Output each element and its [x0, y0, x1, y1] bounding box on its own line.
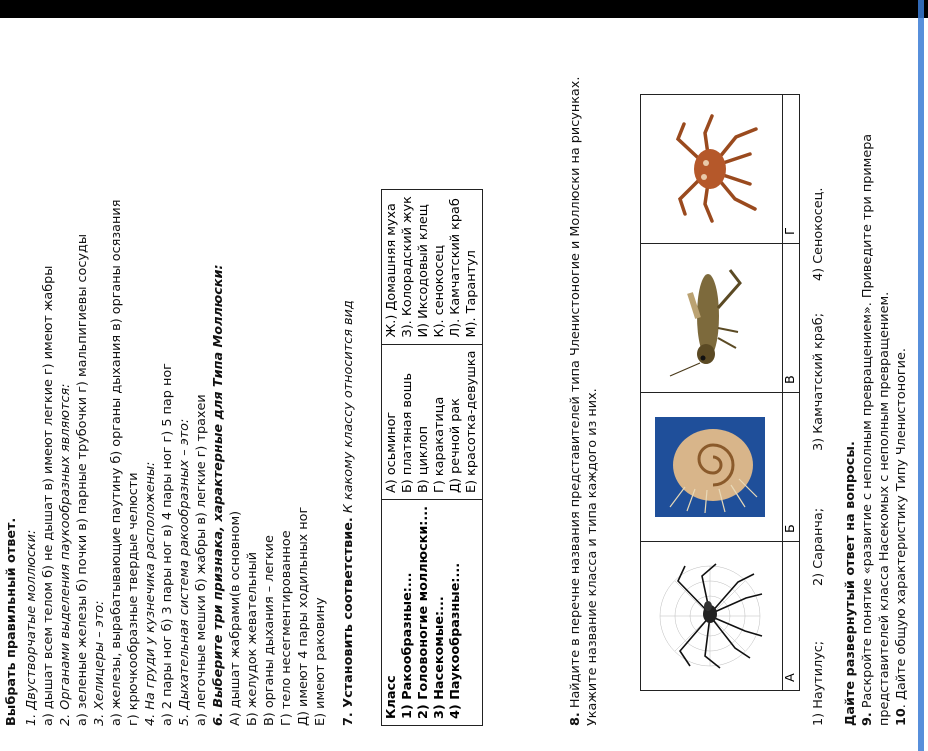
crab-icon: [650, 109, 770, 229]
q7-classes-cell: [382, 499, 483, 725]
q3-title: 3. Хелицеры – это:: [92, 600, 107, 726]
q7-title-bold: 7. Установить соответствие.: [341, 517, 356, 726]
q6-option: Б) желудок жевательный: [245, 551, 260, 726]
q8-text-1: Найдите в перечне названия представителей типа Членистоногие и Моллюски на рисунках.: [568, 76, 583, 709]
picture-cell-d: [641, 95, 783, 244]
q6-option: А) дышат жабрами(в основном): [228, 510, 243, 726]
q8-name: 1) Наутилус;: [811, 640, 826, 726]
q10-text: . Дайте общую характеристику Типу Членистоногие.: [894, 348, 909, 709]
q7-species: З). Колорадский жук: [400, 196, 415, 338]
q7-species: М). Тарантул: [464, 250, 479, 338]
q7-species: И) Иксодовый клещ: [416, 204, 431, 338]
q7-class: 3) Насекомые:...: [432, 596, 447, 719]
q7-species: Б) платяная вошь: [400, 373, 415, 493]
q8-line-1: [568, 77, 584, 726]
q7-class: 2) Головоногие моллюски:...: [416, 505, 431, 719]
q4-options: а) 2 пары ног б) 3 пары ног в) 4 пары ног г) 5 пар ног: [160, 363, 175, 726]
q7-species: Л). Камчатский краб: [448, 198, 463, 338]
q6-option: Д) имеют 4 пары ходильных ног: [296, 506, 311, 726]
q8-name: 4) Сенокосец.: [811, 187, 826, 281]
q3-options-2: г) крючкообразные твердые челюсти: [126, 472, 141, 726]
q5-title: 5. Дыхательная система ракообразных – это:: [177, 418, 192, 726]
spider-icon: [650, 556, 770, 676]
q2-options: а) зеленые железы б) почки в) парные трубочки г) мальпигиевы сосуды: [75, 234, 90, 726]
q9-text-2: представителей класса Насекомых с неполным превращением.: [877, 291, 892, 726]
q2-title: 2. Органами выделения паукообразных являются:: [58, 383, 73, 726]
q7-species: Е) красотка-девушка: [464, 350, 479, 493]
q7-species: А) осьминог: [384, 411, 399, 493]
picture-cell-a: [641, 542, 783, 691]
picture-letter: Г: [783, 95, 800, 244]
q9-number: 9.: [860, 712, 875, 726]
picture-letter: А: [783, 542, 800, 691]
q7-species-a-cell: [382, 344, 483, 499]
q8-text-2: Укажите название класса и типа каждого из них.: [585, 388, 600, 726]
q7-class: 1) Ракообразные:...: [400, 572, 415, 719]
q7-species: Д) речной рак: [448, 398, 463, 493]
q9-text-1: Раскройте понятие «развитие с неполным превращением». Приведите три примера: [860, 133, 875, 709]
q7-species: Ж.) Домашняя муха: [384, 203, 399, 338]
q3-options-1: а) железы, вырабатывающие паутину б) органы дыхания в) органы осязания: [109, 199, 124, 726]
q8-name: 3) Камчатский краб;: [811, 312, 826, 451]
detailed-title: Дайте развернутый ответ на вопросы.: [843, 441, 858, 726]
q6-option: Е) имеют раковину: [313, 597, 328, 726]
q7-col-head: Класс: [384, 675, 399, 719]
nautilus-icon: [655, 417, 765, 517]
q8-pictures-table: [640, 94, 800, 691]
picture-letter: Б: [783, 393, 800, 542]
q7-species: К). сенокосец: [432, 245, 447, 338]
picture-cell-c: [641, 244, 783, 393]
q7-matching-table: [381, 189, 483, 726]
q8-name: 2) Саранча;: [811, 507, 826, 586]
q6-title: 6. Выберите три признака, характерные для Типа Моллюски:: [211, 264, 226, 726]
q6-option: В) органы дыхания – легкие: [262, 535, 277, 726]
q10-line: [894, 348, 910, 726]
picture-letter: В: [783, 244, 800, 393]
q4-title: 4. На груди у кузнечика расположены:: [143, 461, 158, 726]
q5-options: а) легочные мешки б) жабры в) легкие г) трахеи: [194, 394, 209, 726]
q7-title-italic: К какому классу относится вид: [341, 300, 356, 518]
header: Выбрать правильный ответ.: [4, 517, 19, 726]
q7-species-b-cell: [382, 190, 483, 344]
q7-title: [341, 300, 357, 726]
q7-species: В) циклоп: [416, 426, 431, 493]
picture-cell-b: [641, 393, 783, 542]
q1-title: 1. Двустворчатые моллюски:: [24, 529, 39, 726]
q9-line-1: [860, 134, 876, 726]
q6-option: Г) тело несегментированное: [279, 530, 294, 726]
q10-number: 10: [894, 708, 909, 726]
grasshopper-icon: [660, 258, 760, 378]
q7-class: 4) Паукообразные:...: [448, 562, 463, 719]
q7-species: Г) каракатица: [432, 396, 447, 493]
q8-number: 8.: [568, 712, 583, 726]
q1-options: а) дышат всем телом б) не дышат в) имеют легкие г) имеют жабры: [41, 265, 56, 726]
